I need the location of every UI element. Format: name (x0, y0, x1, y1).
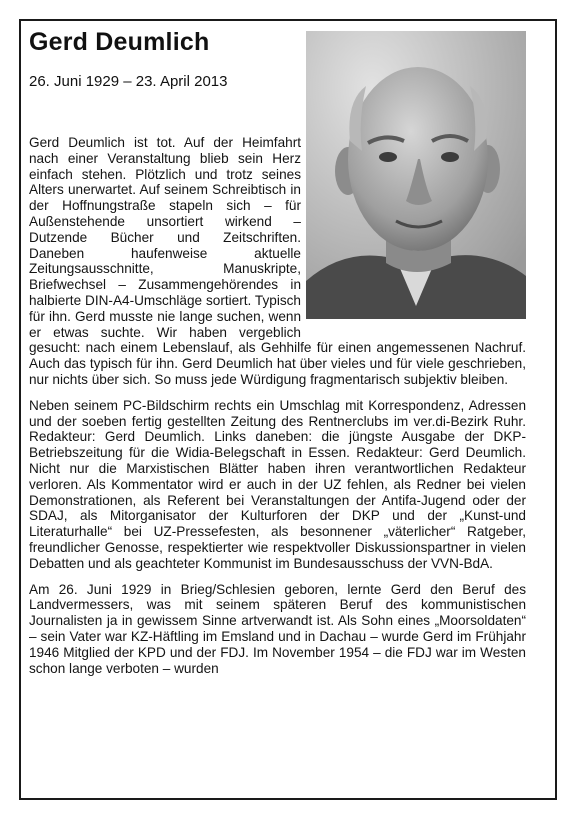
obituary-body (29, 135, 526, 686)
obituary-name: Gerd Deumlich (29, 28, 210, 56)
obituary-dates: 26. Juni 1929 – 23. April 2013 (29, 73, 228, 90)
body-paragraph-3: Am 26. Juni 1929 in Brieg/Schlesien geboren, lernte Gerd den Beruf des Landvermessers, was mit seinem späteren Beruf des kommunistischen Journalisten ja in gewissem Sinne artverwandt ist. Als Sohn eines „Moorsoldaten“ – sein Vater war KZ-Häftling im Emsland und in Dachau – wurde Gerd im Frühjahr 1946 Mitglied der KPD und der FDJ. Im November 1954 – die FDJ war im Westen schon lange verboten – wurden (29, 581, 526, 676)
body-paragraph-1: Gerd Deumlich ist tot. Auf der Heimfahrt nach einer Veranstaltung blieb sein Herz einfach stehen. Plötzlich und trotz seines Alters unerwartet. Auf seinem Schreibtisch in der Hoffnungstraße stapeln sich – für Außenstehende unsortiert wirkend – Dutzende Bücher und Zeitschriften. Daneben haufenweise aktuelle Zeitungsausschnitte, Manuskripte, Briefwechsel – Zusammengehörendes in halbierte DIN-A4-Umschläge sortiert. Typisch für ihn. Gerd musste nie lange suchen, wenn er etwas suchte. Wir haben vergeblich gesucht: nach einem Lebenslauf, als Gehhilfe für einen angemessenen Nachruf. Auch das typisch für ihn. Gerd Deumlich hat über vieles und für viele geschrieben, nur nichts über sich. So muss jede Würdigung fragmentarisch subjektiv bleiben. (29, 135, 526, 387)
body-paragraph-2: Neben seinem PC-Bildschirm rechts ein Umschlag mit Korrespondenz, Adressen und der soeben fertig gestellten Zeitung des Rentnerclubs im ver.di-Bezirk Ruhr. Redakteur: Gerd Deumlich. Links daneben: die jüngste Ausgabe der DKP-Betriebszeitung für die Widia-Belegschaft in Essen. Redakteur: Gerd Deumlich. Nicht nur die Marxistischen Blätter haben ihren verantwortlichen Redakteur verloren. Als Kommentator wird er auch in der UZ fehlen, als Redner bei vielen Demonstrationen, als Referent bei Veranstaltungen der Antifa-Jugend oder der SDAJ, als Mitorganisator der Kulturforen der DKP und der „Kunst-und Literaturhalle“ bei UZ-Pressefesten, als besonnener „väterlicher“ Ratgeber, freundlicher Genosse, respektierter wie respektvoller Diskussionspartner in vielen Debatten und als geachteter Kommunist im Bundesausschuss der VVN-BdA. (29, 397, 526, 571)
portrait-spacer (301, 135, 526, 327)
